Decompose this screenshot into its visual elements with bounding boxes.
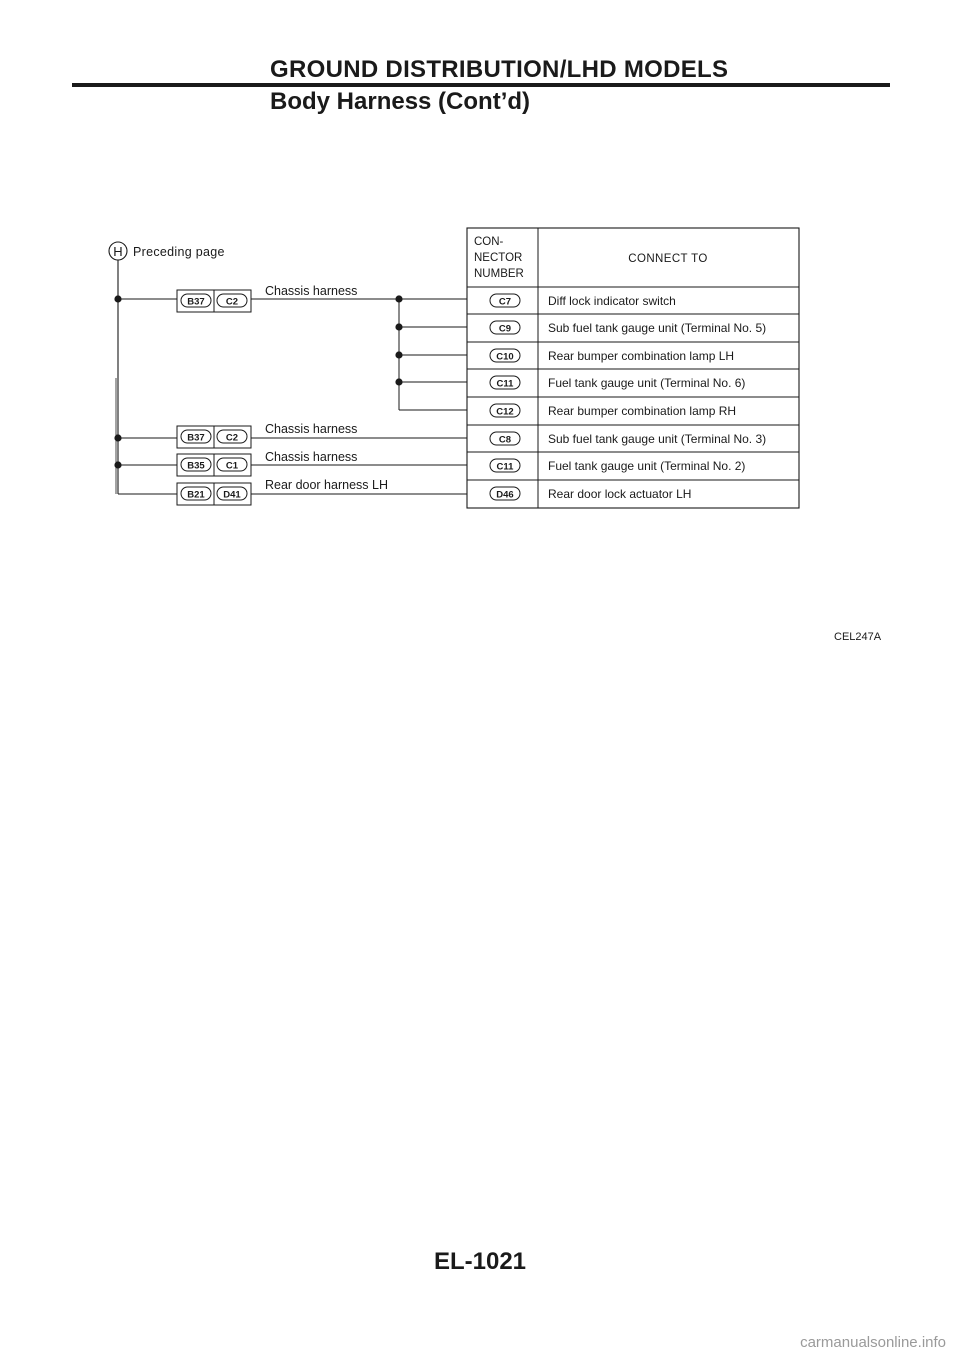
harness-label: Chassis harness (265, 450, 358, 464)
harness-connector-4 (177, 483, 251, 505)
harness-connector-right-id: C1 (225, 460, 239, 472)
table-header-connector: CON- (474, 236, 504, 248)
table-row-connect-to: Rear bumper combination lamp LH (548, 349, 735, 363)
table-row-connect-to: Diff lock indicator switch (548, 294, 676, 308)
junction-dot (114, 434, 121, 441)
table-row-connector: C7 (498, 296, 512, 308)
harness-connector-right-id: D41 (223, 489, 241, 501)
harness-connector-1 (177, 290, 251, 312)
table-header-connector: NECTOR (474, 252, 523, 264)
page-subtitle: Body Harness (Cont’d) (270, 88, 531, 115)
table-row-connect-to: Rear door lock actuator LH (548, 487, 692, 501)
junction-dot (395, 323, 402, 330)
harness-connector-3 (177, 454, 251, 476)
entry-symbol: H (113, 244, 123, 259)
table-row-connector: C8 (498, 434, 512, 446)
harness-connector-left-id: B35 (187, 460, 205, 472)
harness-connector-left-id: B21 (187, 489, 205, 501)
table-row-connector: C12 (496, 406, 514, 418)
harness-label: Chassis harness (265, 422, 358, 436)
table-row-connector: D46 (496, 489, 514, 501)
harness-connector-2 (177, 426, 251, 448)
page-number: EL-1021 (433, 1248, 527, 1275)
table-row-connect-to: Sub fuel tank gauge unit (Terminal No. 5) (548, 321, 767, 335)
harness-label: Chassis harness (265, 284, 358, 298)
table-row-connect-to: Fuel tank gauge unit (Terminal No. 2) (548, 459, 746, 473)
junction-dot (114, 461, 121, 468)
table-header-connector: NUMBER (474, 268, 524, 280)
harness-connector-left-id: B37 (187, 296, 205, 308)
table-row-connect-to: Rear bumper combination lamp RH (548, 404, 737, 418)
table-row-connector: C11 (496, 378, 514, 390)
junction-dot (395, 378, 402, 385)
harness-connector-right-id: C2 (225, 432, 239, 444)
page-section-title: GROUND DISTRIBUTION/LHD MODELS (270, 56, 729, 83)
harness-connector-left-id: B37 (187, 432, 205, 444)
junction-dot (395, 295, 402, 302)
table-header-connect-to: CONNECT TO (628, 253, 708, 265)
table-row-connect-to: Fuel tank gauge unit (Terminal No. 6) (548, 376, 746, 390)
harness-connector-right-id: C2 (225, 296, 239, 308)
table-row-connector: C9 (498, 323, 512, 335)
junction-dot (395, 351, 402, 358)
junction-dot (114, 295, 121, 302)
entry-label: Preceding page (133, 245, 225, 259)
table-row-connector: C10 (496, 351, 514, 363)
table-row-connector: C11 (496, 461, 514, 473)
figure-id: CEL247A (834, 631, 882, 643)
harness-label: Rear door harness LH (265, 478, 388, 492)
table-row-connect-to: Sub fuel tank gauge unit (Terminal No. 3) (548, 432, 767, 446)
watermark: carmanualsonline.info (800, 1334, 946, 1351)
